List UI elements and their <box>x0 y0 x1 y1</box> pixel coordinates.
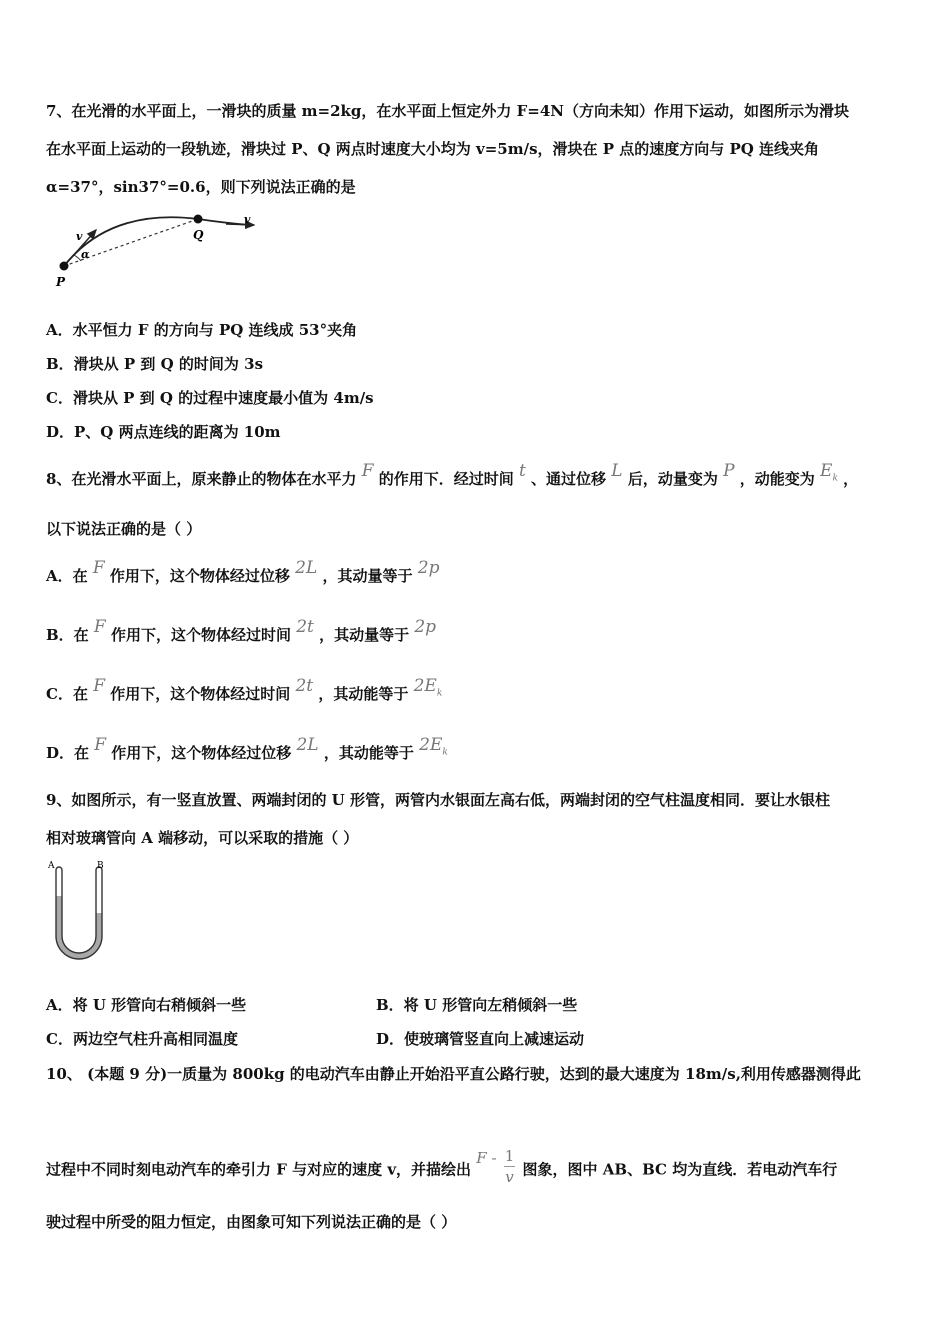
q8-option-b <box>46 617 437 652</box>
q8a-m2-base: 2p <box>417 558 440 578</box>
q8-line-2: 以下说法正确的是（ ） <box>46 520 202 538</box>
q7-option-a: A．水平恒力 F 的方向与 PQ 连线成 53°夹角 <box>46 321 358 339</box>
q8c-mid: 作用下，这个物体经过时间 <box>110 685 291 703</box>
q8c-pre: C．在 <box>46 685 88 703</box>
point-p <box>60 262 69 271</box>
q10-line-2-a: 过程中不同时刻电动汽车的牵引力 F 与对应的速度 v，并描绘出 <box>46 1160 472 1179</box>
label-v-q: v <box>244 213 251 226</box>
q8c-f: F <box>93 676 105 696</box>
q8d-mid: 作用下，这个物体经过位移 <box>111 744 292 762</box>
q8d-m2-sub: k <box>442 747 448 758</box>
q8-text-4: 后，动量变为 <box>627 470 718 488</box>
q8a-f: F <box>92 558 105 578</box>
q7-trajectory-figure <box>50 208 265 290</box>
q8c-mid2: ，其动能等于 <box>318 685 409 703</box>
q8a-mid: 作用下，这个物体经过位移 <box>109 567 290 585</box>
math-ek-base: E <box>820 461 833 481</box>
math-f: F <box>361 461 374 481</box>
label-q: Q <box>193 228 204 242</box>
q9-option-d: D．使玻璃管竖直向上减速运动 <box>376 1030 585 1048</box>
q8d-m2-base: 2E <box>419 735 443 755</box>
q8-text-2: 的作用下．经过时间 <box>378 470 514 488</box>
q8d-mid2: ，其动能等于 <box>323 744 414 762</box>
q9-u-tube-figure <box>42 858 114 966</box>
q8c-m1: 2t <box>295 676 314 696</box>
math-l: L <box>611 461 623 481</box>
label-p: P <box>56 275 66 289</box>
q8d-f: F <box>94 735 107 755</box>
q8b-m1: 2t <box>296 617 314 637</box>
q9-line-2: 相对玻璃管向 A 端移动，可以采取的措施（ ） <box>46 829 359 847</box>
q8a-pre: A．在 <box>46 567 88 585</box>
q9-option-b: B．将 U 形管向左稍倾斜一些 <box>376 996 578 1014</box>
q8d-m1: 2L <box>296 735 319 755</box>
q7-option-d: D．P、Q 两点连线的距离为 10m <box>46 423 281 441</box>
q8c-m2-base: 2E <box>413 676 437 696</box>
frac-numerator: 1 <box>504 1147 515 1165</box>
q8a-m1: 2L <box>295 558 318 578</box>
label-b: B <box>97 861 104 871</box>
q10-line-2 <box>46 1147 838 1191</box>
math-ek-sub: k <box>832 473 838 484</box>
q9-line-1: 9、如图所示，有一竖直放置、两端封闭的 U 形管，两管内水银面左高右低，两端封闭的空气柱温度相同．要让水银柱 <box>46 791 830 809</box>
q8-option-a <box>46 558 440 593</box>
q8-text-6: ， <box>843 470 859 488</box>
math-ek <box>820 461 838 484</box>
q8-text-5: ，动能变为 <box>739 470 815 488</box>
frac-denominator: v <box>505 1168 514 1186</box>
q8a-m2 <box>418 558 440 578</box>
q8b-mid2: ，其动量等于 <box>319 626 410 644</box>
q7-line-2: 在水平面上运动的一段轨迹，滑块过 P、Q 两点时速度大小均为 v=5m/s，滑块在 P 点的速度方向与 PQ 连线夹角 <box>46 140 820 158</box>
q10-line-2-b: 图象，图中 AB、BC 均为直线．若电动汽车行 <box>522 1160 838 1179</box>
math-p: P <box>723 461 735 481</box>
q8d-m2 <box>419 735 448 758</box>
q10-line-1: 10、 (本题 9 分)一质量为 800kg 的电动汽车由静止开始沿平直公路行驶，达到的最大速度为 18m/s,利用传感器测得此 <box>46 1065 861 1083</box>
q9-option-a: A．将 U 形管向右稍倾斜一些 <box>46 996 247 1014</box>
alpha-arc <box>74 255 81 261</box>
math-one-over-v <box>504 1146 516 1187</box>
q8b-m2 <box>414 617 436 637</box>
label-a: A <box>48 861 55 871</box>
q8b-pre: B．在 <box>46 626 89 644</box>
q7-option-c: C．滑块从 P 到 Q 的过程中速度最小值为 4m/s <box>46 389 374 407</box>
q10-line-3: 驶过程中所受的阻力恒定，由图象可知下列说法正确的是（ ） <box>46 1213 457 1231</box>
mercury-column <box>56 896 102 959</box>
q9-option-c: C．两边空气柱升高相同温度 <box>46 1030 238 1048</box>
point-q <box>194 215 203 224</box>
q7-line-1: 7、在光滑的水平面上，一滑块的质量 m=2kg，在水平面上恒定外力 F=4N（方向未知）作用下运动，如图所示为滑块 <box>46 102 850 120</box>
math-f-minus: F - <box>476 1148 497 1167</box>
q8b-mid: 作用下，这个物体经过时间 <box>110 626 291 644</box>
label-v-p: v <box>76 230 83 243</box>
q8c-m2-sub: k <box>436 688 443 699</box>
q8-option-d <box>46 735 448 770</box>
q8-option-c <box>46 676 443 711</box>
math-t: t <box>518 461 526 481</box>
q8-line-1 <box>46 461 859 496</box>
q7-option-b: B．滑块从 P 到 Q 的时间为 3s <box>46 355 264 373</box>
label-alpha: α <box>81 248 90 261</box>
q8-text-3: 、通过位移 <box>531 470 607 488</box>
q8b-f: F <box>93 617 106 637</box>
trajectory-curve <box>64 217 250 266</box>
q8-text-1: 8、在光滑水平面上，原来静止的物体在水平力 <box>46 470 357 488</box>
q8b-m2-base: 2p <box>414 617 437 637</box>
q8d-pre: D．在 <box>46 744 90 762</box>
q8c-m2 <box>413 676 443 699</box>
q7-line-3: α=37°，sin37°=0.6，则下列说法正确的是 <box>46 178 356 196</box>
q8a-mid2: ，其动量等于 <box>322 567 413 585</box>
